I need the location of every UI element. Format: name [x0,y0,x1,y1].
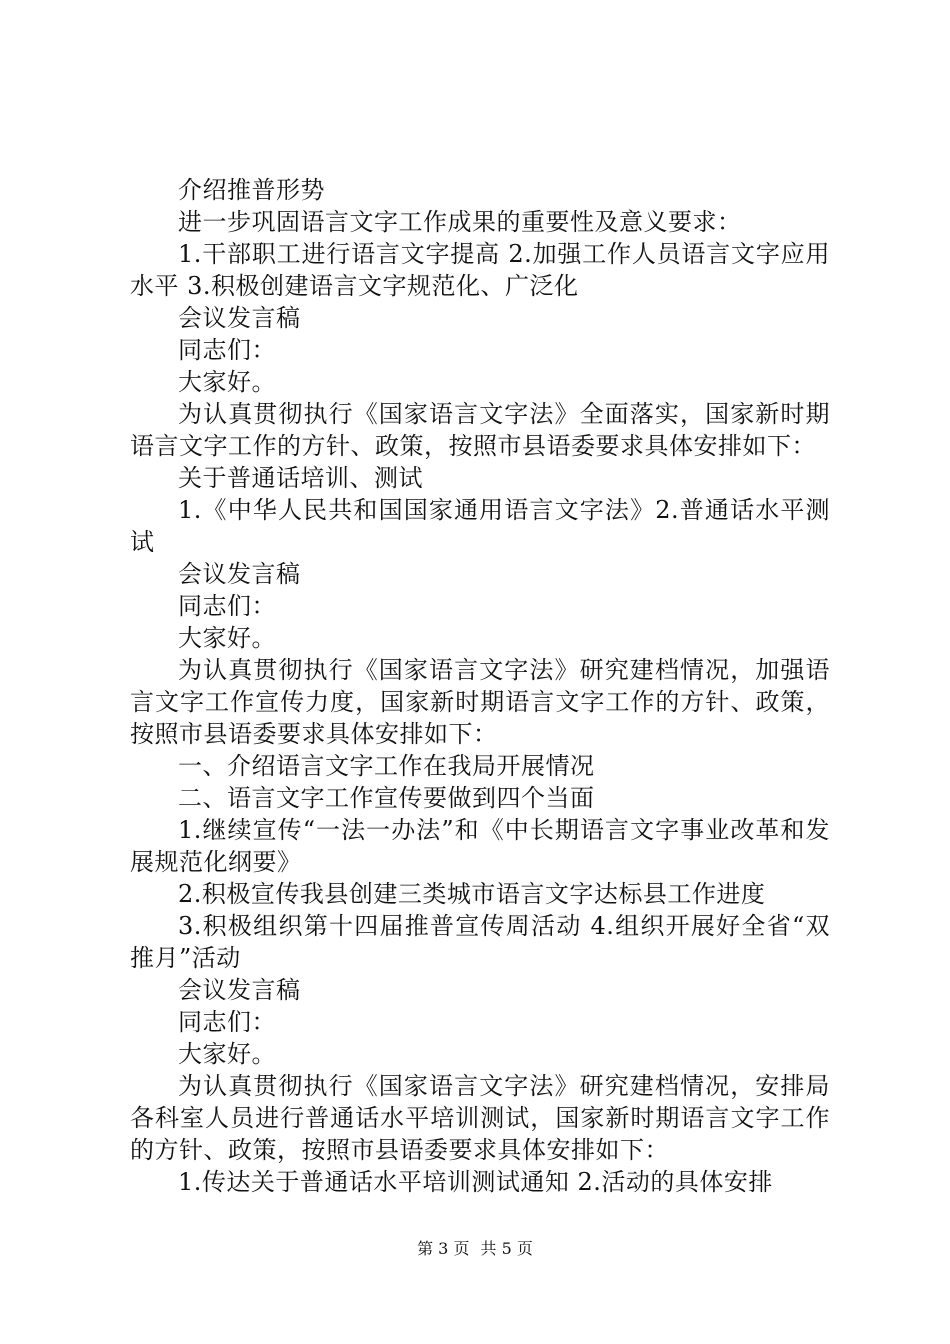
paragraph: 为认真贯彻执行《国家语言文字法》全面落实，国家新时期语言文字工作的方针、政策，按照市县语委要求具体安排如下： [130,400,830,460]
paragraph: 会议发言稿 [178,976,301,1004]
paragraph: 大家好。 [178,624,276,652]
paragraph: 1.干部职工进行语言文字提高 2.加强工作人员语言文字应用水平 3.积极创建语言文字规范化、广泛化 [130,240,830,300]
paragraph: 大家好。 [178,368,276,396]
paragraph: 为认真贯彻执行《国家语言文字法》研究建档情况，加强语言文字工作宣传力度，国家新时期语言文字工作的方针、政策，按照市县语委要求具体安排如下： [130,656,830,748]
paragraph: 同志们： [178,1008,276,1036]
paragraph: 关于普通话培训、测试 [178,464,423,492]
paragraph: 同志们： [178,336,276,364]
paragraph: 进一步巩固语言文字工作成果的重要性及意义要求： [178,208,742,236]
paragraph: 一、介绍语言文字工作在我局开展情况 [178,752,595,780]
paragraph: 会议发言稿 [178,560,301,588]
paragraph: 3.积极组织第十四届推普宣传周活动 4.组织开展好全省“双推月”活动 [130,912,830,972]
paragraph: 1.传达关于普通话水平培训测试通知 2.活动的具体安排 [178,1168,773,1196]
paragraph: 二、语言文字工作宣传要做到四个当面 [178,784,595,812]
paragraph: 为认真贯彻执行《国家语言文字法》研究建档情况，安排局各科室人员进行普通话水平培训测试，国家新时期语言文字工作的方针、政策，按照市县语委要求具体安排如下： [130,1072,830,1164]
page-footer [0,1238,950,1260]
document-body [130,174,830,1198]
page-number: 第 3 页 [417,1239,470,1258]
paragraph: 大家好。 [178,1040,276,1068]
paragraph: 1.继续宣传“一法一办法”和《中长期语言文字事业改革和发展规范化纲要》 [130,816,830,876]
paragraph: 会议发言稿 [178,304,301,332]
paragraph: 1.《中华人民共和国国家通用语言文字法》2.普通话水平测试 [130,496,830,556]
total-pages: 共 5 页 [480,1239,533,1258]
paragraph: 2.积极宣传我县创建三类城市语言文字达标县工作进度 [178,880,766,908]
paragraph: 介绍推普形势 [178,176,325,204]
paragraph: 同志们： [178,592,276,620]
